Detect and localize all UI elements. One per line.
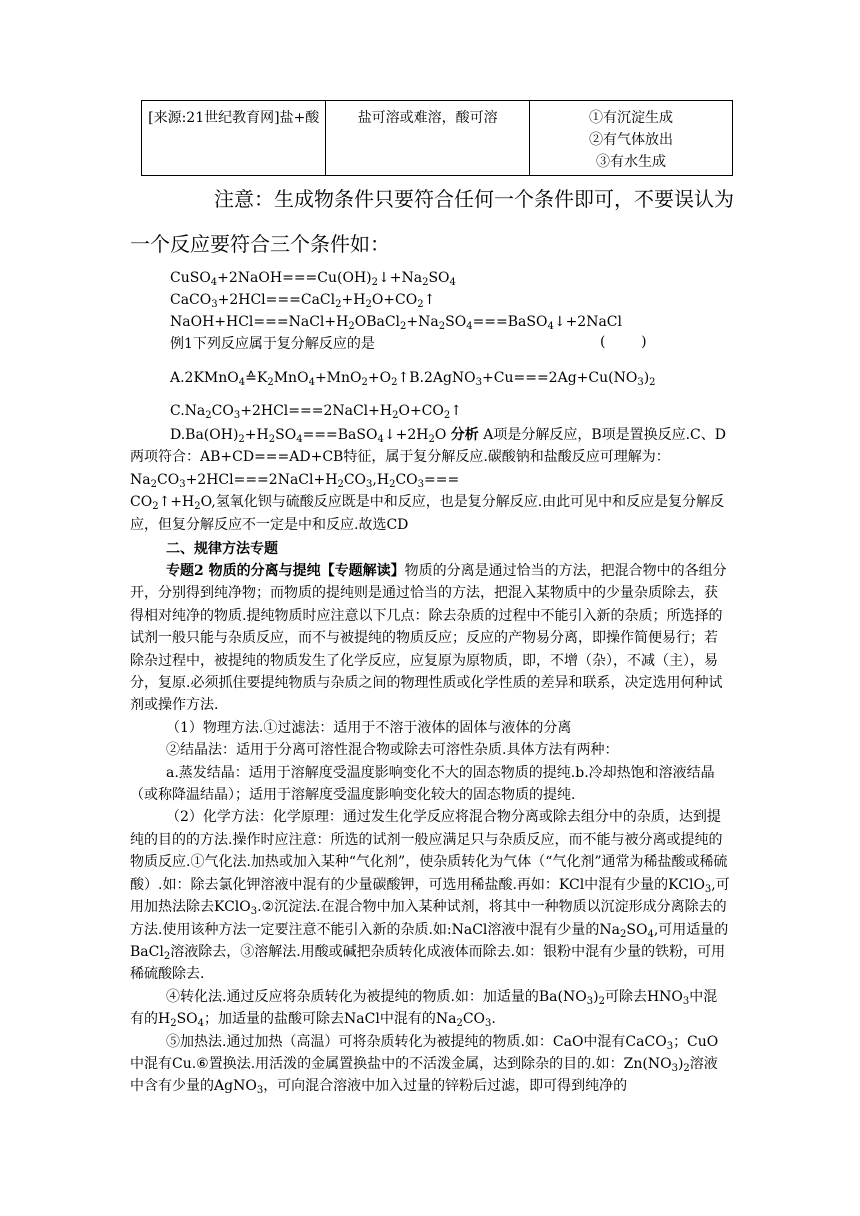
chemical-method: （2）化学方法：化学原理：通过发生化学反应将混合物分离或除去组分中的杂质，达到提纯的目的的方法.操作时应注意：所选的试剂一般应满足只与杂质反应，而不能与被分离或提纯的物质反应.①气化法.加热或加入某种“气化剂”，使杂质转化为气体（“气化剂”通常为稀盐酸或稀硫酸）.如：除去氯化钾溶液中混有的少量碳酸钾，可选用稀盐酸.再如：KCl中混有少量的KClO$_3$,可用加热法除去KClO$_3$.②沉淀法.在混合物中加入某种试剂，将其中一种物质以沉淀形成分离除去的方法.使用该种方法一定要注意不能引入新的杂质.如:NaCl溶液中混有少量的$Na_2SO_4$,可用适量的BaCl$_2$溶液除去，③溶解法.用酸或碱把杂质转化成液体而除去.如：银粉中混有少量的铁粉，可用稀硫酸除去. [130,809,730,983]
answer-bracket: ( ) [600,334,647,350]
note-line-2: 一个反应要符合三个条件如： [130,232,390,256]
crystallization-detail: a.蒸发结晶：适用于溶解度受温度影响变化不大的固态物质的提纯.b.冷却热饱和溶液结晶（或称降温结晶）；适用于溶解度受温度影响变化较大的固态物质的提纯. [130,764,715,804]
option-d-analysis [130,424,730,536]
option-c: $C.Na_2CO_3+2HCl===2NaCl+H_2O+CO_2↑$ [170,403,462,421]
topic2-intro: 物质的分离是通过恰当的方法，把混合物中的各组分开，分别得到纯净物；而物质的提纯则是通过恰当的方法，把混入某物质中的少量杂质除去，获得相对纯净的物质.提纯物质时应注意以下几点：除去杂质的过程中不能引入新的杂质；所选择的试剂一般只能与杂质反应，而不与被提纯的物质反应；反应的产物易分离，即操作简便易行；若除杂过程中，被提纯的物质发生了化学反应，应复原为原物质，即，不增（杂），不减（主），易分，复原.必须抓住要提纯物质与杂质之间的物理性质或化学性质的差异和联系，决定选用何种试剂或操作方法. [130,563,727,714]
crystallization-method: ②结晶法：适用于分离可溶性混合物或除去可溶性杂质.具体方法有两种： [166,742,619,759]
example-equation-2: $CaCO_3+2HCl===CaCl_2+H_2O+CO_2↑$ [170,292,436,310]
analysis-label: 分析 [450,427,479,443]
example1-question: 例1下列反应属于复分解反应的是 [170,336,375,352]
condition-gas: ②有气体放出 [588,132,673,148]
reaction-condition-table [141,100,733,176]
table-cell-conditions [529,101,732,176]
topic2-title: 专题2 物质的分离与提纯【专题解读】 [166,563,405,579]
condition-precipitate: ①有沉淀生成 [588,110,673,126]
conversion-method: ④转化法.通过反应将杂质转化为被提纯的物质.如：加适量的$Ba(NO_3)_2$可除去$HNO_3$中混有的$H_2SO_4$；加适量的盐酸可除去NaCl中混有的$Na_2CO_3$. [130,988,718,1030]
option-a-b: $A.2KMnO_4≙K_2MnO_4+MnO_2+O_2↑B.2AgNO_3+Cu===2Ag+Cu(NO_3)_2$ [170,370,656,388]
option-d: $D.Ba(OH)_2+H_2SO_4===BaSO_4↓+2H_2O$ [170,427,447,445]
analysis-equation: $Na_2CO_3+2HCl===2NaCl+H_2CO_3,H_2CO_3===$ [130,471,460,490]
table-cell-solubility: 盐可溶或难溶，酸可溶 [326,101,530,176]
physical-method: （1）物理方法.①过滤法：适用于不溶于液体的固体与液体的分离 [166,719,572,736]
topic2-content [130,560,730,1098]
heating-method: ⑤加热法.通过加热（高温）可将杂质转化为被提纯的物质.如：CaO中混有CaCO$_3$；CuO中混有Cu.⑥置换法.用活泼的金属置换盐中的不活泼金属，达到除杂的目的.如：$Zn(NO_3)_2$溶液中含有少量的AgNO$_3$，可向混合溶液中加入过量的锌粉后过滤，即可得到纯净的 [130,1033,719,1097]
note-line-1: 注意：生成物条件只要符合任何一个条件即可，不要误认为 [214,187,734,211]
example-equation-1: $CuSO_4+2NaOH===Cu(OH)_2↓+Na_2SO_4$ [170,270,456,288]
analysis-text-1: A项是分解反应，B项是置换反应.C、D两项符合：AB+CD===AD+CB特征，属于复分解反应.碳酸钠和盐酸反应可理解为： [130,427,726,466]
table-cell-reactants: [来源:21世纪教育网]盐+酸 [142,101,326,176]
section-heading: 二、规律方法专题 [166,541,278,557]
analysis-text-2: $CO_2↑+H_2O$,氢氧化钡与硫酸反应既是中和反应，也是复分解反应.由此可见中和反应是复分解反应，但复分解反应不一定是中和反应.故选CD [130,494,725,533]
condition-water: ③有水生成 [595,154,666,170]
table-row [142,101,733,176]
topic2-intro-paragraph [130,560,730,717]
example-equation-3: $NaOH+HCl===NaCl+H_2OBaCl_2+Na_2SO_4===BaSO_4↓+2NaCl$ [170,314,622,332]
